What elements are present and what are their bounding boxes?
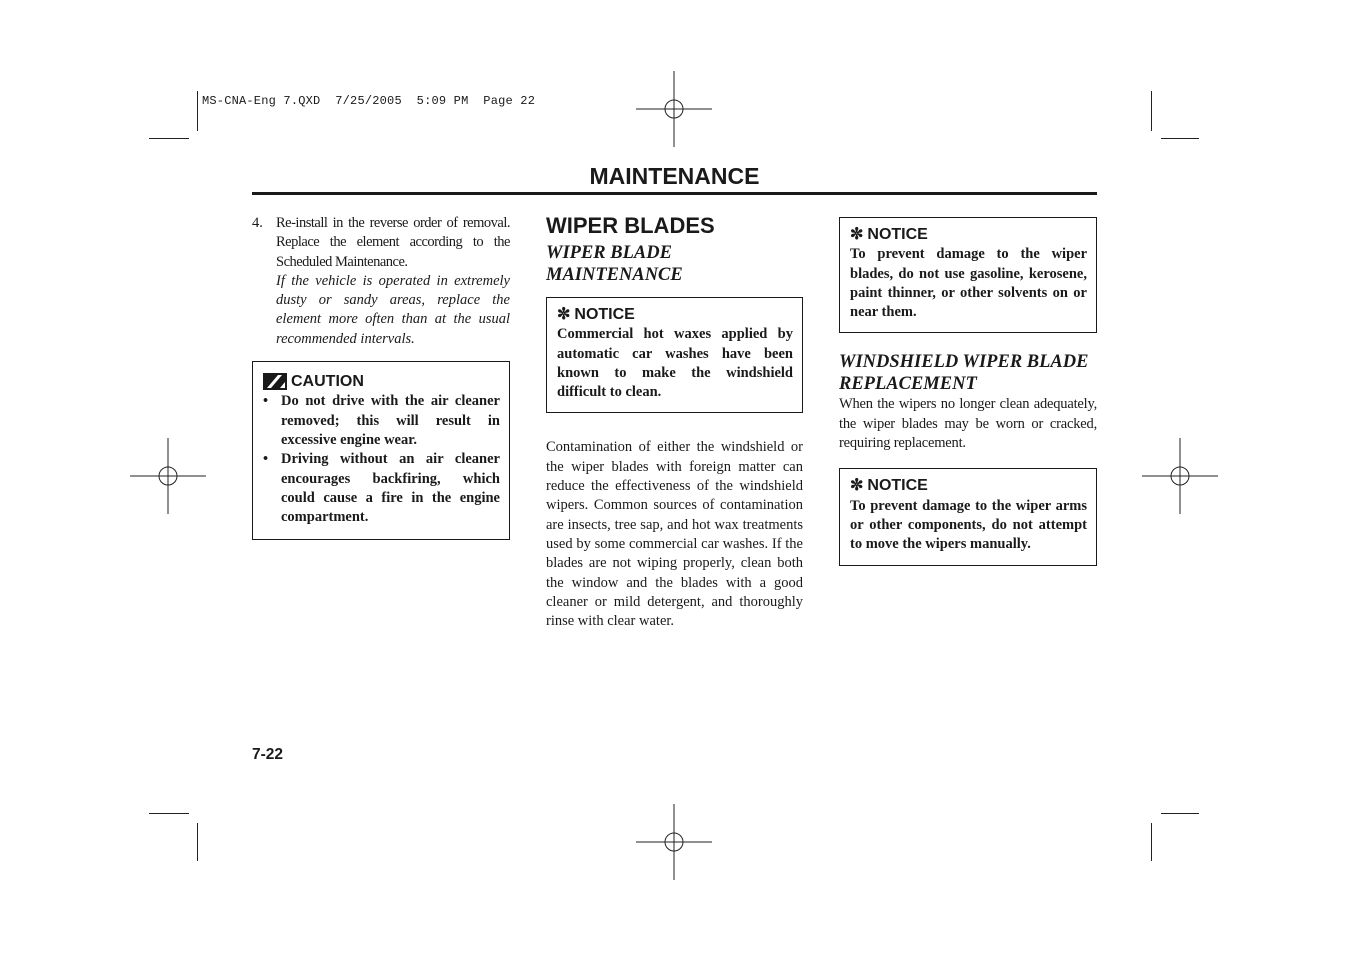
registration-mark xyxy=(636,804,712,880)
notice-box xyxy=(839,468,1097,565)
notice-label: NOTICE xyxy=(867,226,928,243)
slug-page: Page 22 xyxy=(483,94,536,108)
left-column xyxy=(252,214,510,540)
print-slug xyxy=(202,94,535,108)
notice-box xyxy=(546,297,803,413)
caution-box xyxy=(252,361,510,540)
caution-icon xyxy=(263,373,287,390)
subsection-title: WIPER BLADE MAINTENANCE xyxy=(546,243,683,285)
notice-title xyxy=(850,476,1087,495)
crop-mark xyxy=(149,138,189,139)
crop-mark xyxy=(1161,138,1199,139)
subsection-title: WINDSHIELD WIPER BLADE REPLACEMENT xyxy=(839,352,1089,395)
registration-mark xyxy=(636,71,712,147)
chapter-title: MAINTENANCE xyxy=(589,163,760,189)
page-number: 7-22 xyxy=(252,746,284,763)
middle-column xyxy=(546,212,803,631)
slug-date: 7/25/2005 xyxy=(335,94,402,108)
crop-mark xyxy=(1151,823,1152,861)
notice-text: To prevent damage to the wiper arms or other components, do not attempt to move the wipers manually. xyxy=(850,497,1087,553)
step-item xyxy=(252,214,510,349)
caution-list xyxy=(263,392,500,527)
right-column xyxy=(839,217,1097,566)
notice-title xyxy=(557,305,793,324)
notice-text: To prevent damage to the wiper blades, do not use gasoline, kerosene, paint thinner, or other solvents on or near them. xyxy=(850,246,1087,321)
caution-title xyxy=(263,372,500,391)
list-item: • Driving without an air cleaner encourages backfiring, which could cause a fire in the engine compartment. xyxy=(263,451,500,526)
body-paragraph: Contamination of either the windshield or the wiper blades with foreign matter can reduce the effectiveness of the windshield wipers. Common sources of contamination are insects, tree sap, and hot wax treatments used by some commercial car washes. If the blades are not wiping properly, clean both the window and the blades with a good cleaner or mild detergent, and thoroughly rinse with clear water. xyxy=(546,439,803,630)
step-note: If the vehicle is operated in extremely dusty or sandy areas, replace the element more often than at the usual recommended intervals. xyxy=(276,272,510,347)
step-content xyxy=(276,214,510,349)
crop-mark xyxy=(1161,813,1199,814)
notice-label: NOTICE xyxy=(574,306,635,323)
step-number: 4. xyxy=(252,215,263,231)
registration-mark xyxy=(130,438,206,514)
header-rule xyxy=(252,192,1097,195)
caution-label: CAUTION xyxy=(291,373,364,391)
notice-icon: ✼ xyxy=(850,226,864,243)
crop-mark xyxy=(197,823,198,861)
step-text: Re-install in the reverse order of removal. Replace the element according to the Scheduled Maintenance. xyxy=(276,215,510,270)
notice-box xyxy=(839,217,1097,333)
crop-mark xyxy=(149,813,189,814)
notice-text: Commercial hot waxes applied by automatic car washes have been known to make the windshield difficult to clean. xyxy=(557,326,793,401)
notice-label: NOTICE xyxy=(867,477,928,495)
body-paragraph: When the wipers no longer clean adequately, the wiper blades may be worn or cracked, requiring replacement. xyxy=(839,396,1097,452)
notice-icon: ✼ xyxy=(557,306,571,323)
list-item: • Do not drive with the air cleaner removed; this will result in excessive engine wear. xyxy=(263,393,500,448)
slug-file: MS-CNA-Eng 7.QXD xyxy=(202,94,321,108)
section-title: WIPER BLADES xyxy=(546,213,715,238)
slug-time: 5:09 PM xyxy=(416,94,469,108)
crop-mark xyxy=(197,91,198,131)
notice-icon: ✼ xyxy=(850,477,864,495)
crop-mark xyxy=(1151,91,1152,131)
registration-mark xyxy=(1142,438,1218,514)
notice-title xyxy=(850,225,1087,244)
